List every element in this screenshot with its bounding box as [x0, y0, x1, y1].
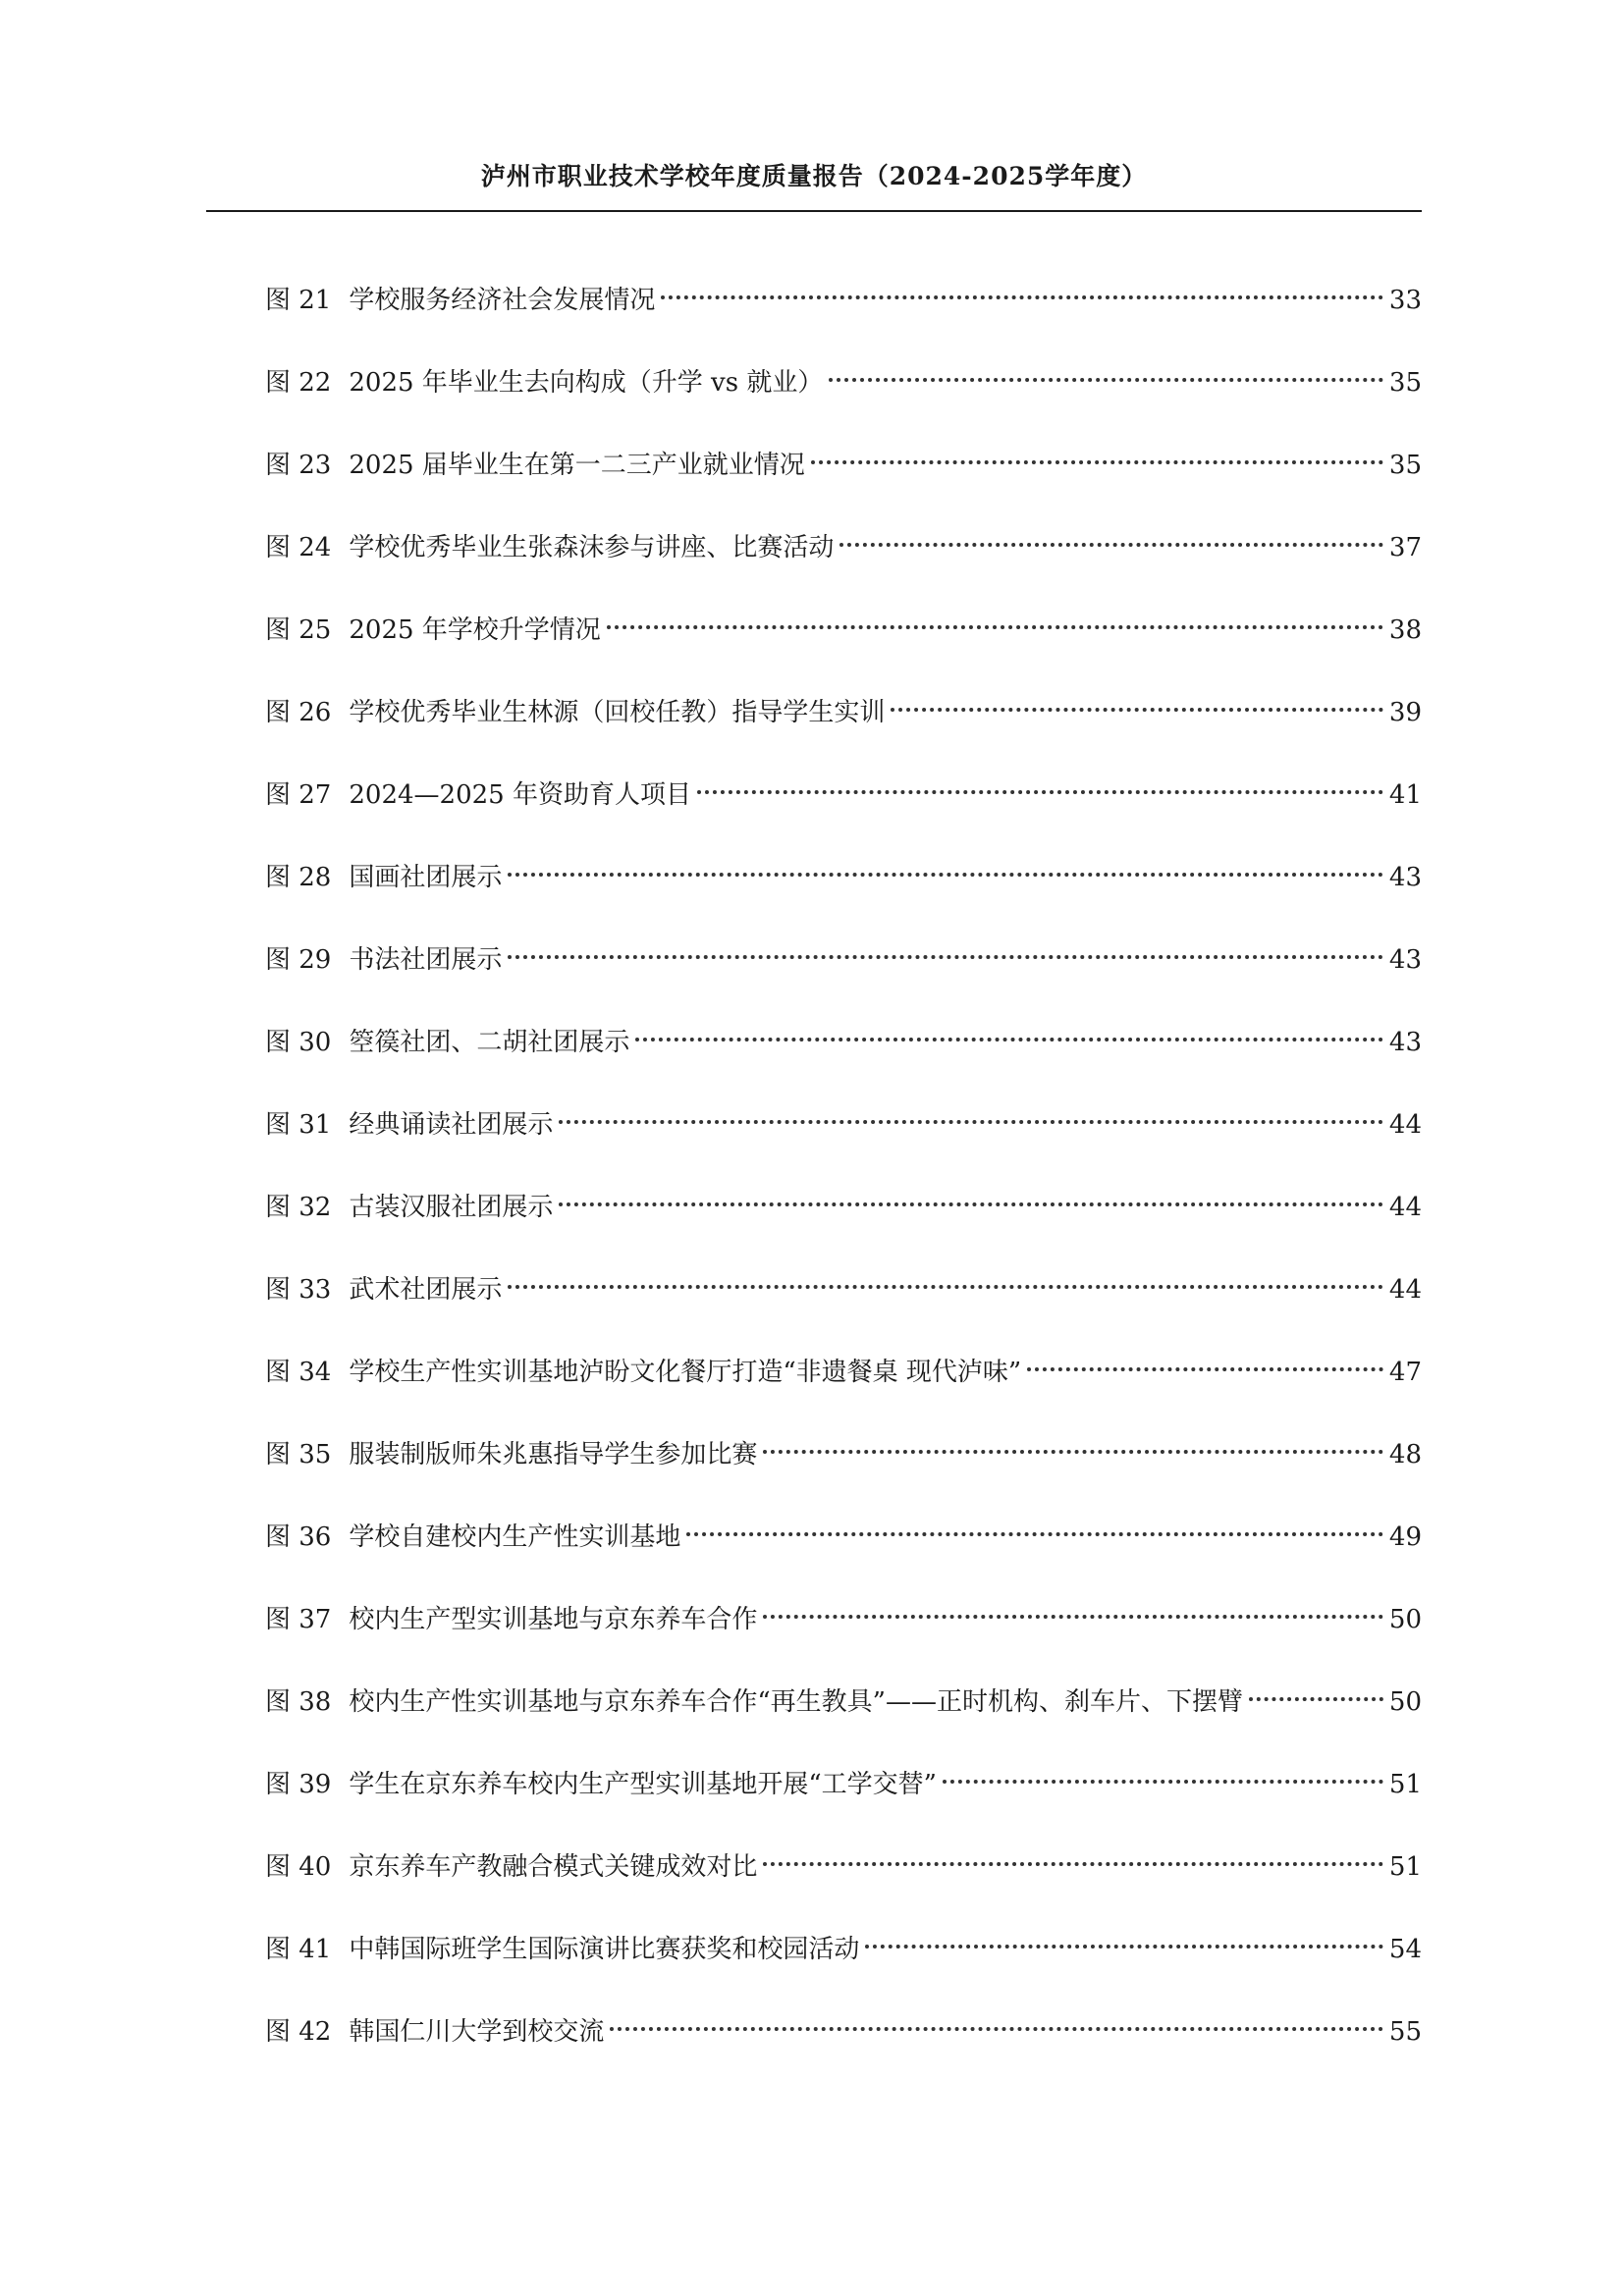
toc-dot-leader	[607, 625, 1383, 629]
toc-entry-label: 图 31	[265, 1110, 332, 1140]
toc-entry-title: 经典诵读社团展示	[349, 1110, 554, 1140]
toc-entry[interactable]	[265, 693, 1422, 775]
toc-entry[interactable]	[265, 1518, 1422, 1600]
toc-entry-page-number: 35	[1388, 451, 1422, 480]
toc-entry[interactable]	[265, 1847, 1422, 1930]
toc-entry[interactable]	[265, 1188, 1422, 1270]
toc-entry[interactable]	[265, 1023, 1422, 1105]
toc-dot-leader	[811, 460, 1383, 464]
toc-entry-page-number: 54	[1388, 1935, 1422, 1964]
toc-entry-title: 校内生产型实训基地与京东养车合作	[349, 1605, 758, 1634]
toc-entry-title: 2025 年毕业生去向构成（升学 vs 就业）	[349, 368, 824, 398]
toc-dot-leader	[697, 790, 1383, 794]
toc-entry-label: 图 41	[265, 1935, 332, 1964]
toc-entry-label: 图 42	[265, 2017, 332, 2047]
toc-entry-page-number: 41	[1388, 780, 1422, 810]
toc-entry-title: 中韩国际班学生国际演讲比赛获奖和校园活动	[349, 1935, 860, 1964]
toc-entry-label: 图 30	[265, 1028, 332, 1057]
toc-entry-page-number: 50	[1388, 1605, 1422, 1634]
toc-entry[interactable]	[265, 363, 1422, 446]
toc-entry-page-number: 49	[1388, 1522, 1422, 1552]
toc-entry-title: 古装汉服社团展示	[349, 1193, 554, 1222]
toc-entry-page-number: 44	[1388, 1193, 1422, 1222]
toc-dot-leader	[686, 1532, 1383, 1536]
page-header	[206, 147, 1422, 212]
toc-entry[interactable]	[265, 1105, 1422, 1188]
toc-entry-title: 服装制版师朱兆惠指导学生参加比赛	[349, 1440, 758, 1469]
toc-entry-page-number: 35	[1388, 368, 1422, 398]
toc-dot-leader	[763, 1450, 1383, 1454]
toc-entry-label: 图 28	[265, 863, 332, 892]
toc-dot-leader	[508, 955, 1383, 959]
toc-entry-title: 2025 届毕业生在第一二三产业就业情况	[349, 451, 805, 480]
toc-dot-leader	[763, 1615, 1383, 1619]
toc-entry-title: 2025 年学校升学情况	[349, 615, 601, 645]
toc-entry-label: 图 24	[265, 533, 332, 562]
toc-entry-label: 图 25	[265, 615, 332, 645]
toc-entry-label: 图 36	[265, 1522, 332, 1552]
toc-dot-leader	[661, 295, 1383, 299]
toc-entry[interactable]	[265, 1353, 1422, 1435]
toc-dot-leader	[943, 1780, 1383, 1784]
toc-entry[interactable]	[265, 940, 1422, 1023]
toc-entry-title: 武术社团展示	[349, 1275, 503, 1305]
toc-entry-label: 图 21	[265, 286, 332, 315]
toc-entry-page-number: 44	[1388, 1275, 1422, 1305]
toc-entry[interactable]	[265, 611, 1422, 693]
toc-entry-title: 学校自建校内生产性实训基地	[349, 1522, 681, 1552]
toc-entry-page-number: 43	[1388, 863, 1422, 892]
toc-entry-label: 图 22	[265, 368, 332, 398]
toc-dot-leader	[1027, 1367, 1383, 1371]
toc-entry[interactable]	[265, 1765, 1422, 1847]
toc-dot-leader	[839, 543, 1383, 547]
toc-dot-leader	[891, 708, 1383, 712]
toc-entry-page-number: 50	[1388, 1687, 1422, 1717]
toc-entry-label: 图 23	[265, 451, 332, 480]
toc-entry-page-number: 33	[1388, 286, 1422, 315]
toc-dot-leader	[635, 1038, 1383, 1041]
toc-entry[interactable]	[265, 1682, 1422, 1765]
toc-dot-leader	[559, 1202, 1383, 1206]
report-title: 泸州市职业技术学校年度质量报告（2024-2025学年度）	[480, 162, 1148, 190]
toc-dot-leader	[1249, 1697, 1383, 1701]
toc-entry-title: 箜篌社团、二胡社团展示	[349, 1028, 630, 1057]
toc-entry-page-number: 55	[1388, 2017, 1422, 2047]
toc-entry[interactable]	[265, 281, 1422, 363]
toc-dot-leader	[865, 1945, 1383, 1949]
toc-entry-title: 学校优秀毕业生张森沫参与讲座、比赛活动	[349, 533, 835, 562]
toc-entry-page-number: 51	[1388, 1852, 1422, 1882]
toc-entry-label: 图 35	[265, 1440, 332, 1469]
toc-entry[interactable]	[265, 1435, 1422, 1518]
toc-entry-title: 国画社团展示	[349, 863, 503, 892]
toc-entry-page-number: 39	[1388, 698, 1422, 727]
toc-entry-title: 韩国仁川大学到校交流	[349, 2017, 605, 2047]
toc-entry-label: 图 33	[265, 1275, 332, 1305]
toc-entry[interactable]	[265, 2012, 1422, 2095]
toc-entry[interactable]	[265, 528, 1422, 611]
toc-entry[interactable]	[265, 775, 1422, 858]
toc-entry-page-number: 38	[1388, 615, 1422, 645]
toc-entry-title: 2024—2025 年资助育人项目	[349, 780, 691, 810]
toc-entry-title: 书法社团展示	[349, 945, 503, 975]
toc-dot-leader	[829, 378, 1383, 382]
toc-dot-leader	[763, 1862, 1383, 1866]
toc-entry[interactable]	[265, 446, 1422, 528]
toc-entry-label: 图 39	[265, 1770, 332, 1799]
toc-entry[interactable]	[265, 1270, 1422, 1353]
toc-entry-label: 图 29	[265, 945, 332, 975]
toc-entry-title: 学校服务经济社会发展情况	[349, 286, 656, 315]
toc-entry-label: 图 26	[265, 698, 332, 727]
toc-entry-page-number: 37	[1388, 533, 1422, 562]
toc-entry-page-number: 44	[1388, 1110, 1422, 1140]
toc-entry-title: 学校生产性实训基地泸盼文化餐厅打造“非遗餐桌 现代泸味”	[349, 1358, 1022, 1387]
toc-entry[interactable]	[265, 858, 1422, 940]
toc-entry[interactable]	[265, 1930, 1422, 2012]
figure-table-of-contents	[265, 281, 1422, 2095]
toc-entry-page-number: 43	[1388, 1028, 1422, 1057]
toc-entry-label: 图 32	[265, 1193, 332, 1222]
toc-entry-label: 图 34	[265, 1358, 332, 1387]
toc-entry-page-number: 48	[1388, 1440, 1422, 1469]
toc-dot-leader	[559, 1120, 1383, 1124]
toc-entry-title: 学生在京东养车校内生产型实训基地开展“工学交替”	[349, 1770, 937, 1799]
toc-entry-label: 图 40	[265, 1852, 332, 1882]
toc-entry-title: 校内生产性实训基地与京东养车合作“再生教具”——正时机构、刹车片、下摆臂	[349, 1687, 1243, 1717]
toc-dot-leader	[610, 2027, 1383, 2031]
toc-entry-label: 图 37	[265, 1605, 332, 1634]
toc-entry-page-number: 43	[1388, 945, 1422, 975]
toc-entry-page-number: 51	[1388, 1770, 1422, 1799]
toc-entry-title: 京东养车产教融合模式关键成效对比	[349, 1852, 758, 1882]
toc-entry-title: 学校优秀毕业生林源（回校任教）指导学生实训	[349, 698, 886, 727]
toc-dot-leader	[508, 1285, 1383, 1289]
toc-dot-leader	[508, 873, 1383, 877]
toc-entry-label: 图 38	[265, 1687, 332, 1717]
toc-entry-page-number: 47	[1388, 1358, 1422, 1387]
toc-entry[interactable]	[265, 1600, 1422, 1682]
toc-entry-label: 图 27	[265, 780, 332, 810]
